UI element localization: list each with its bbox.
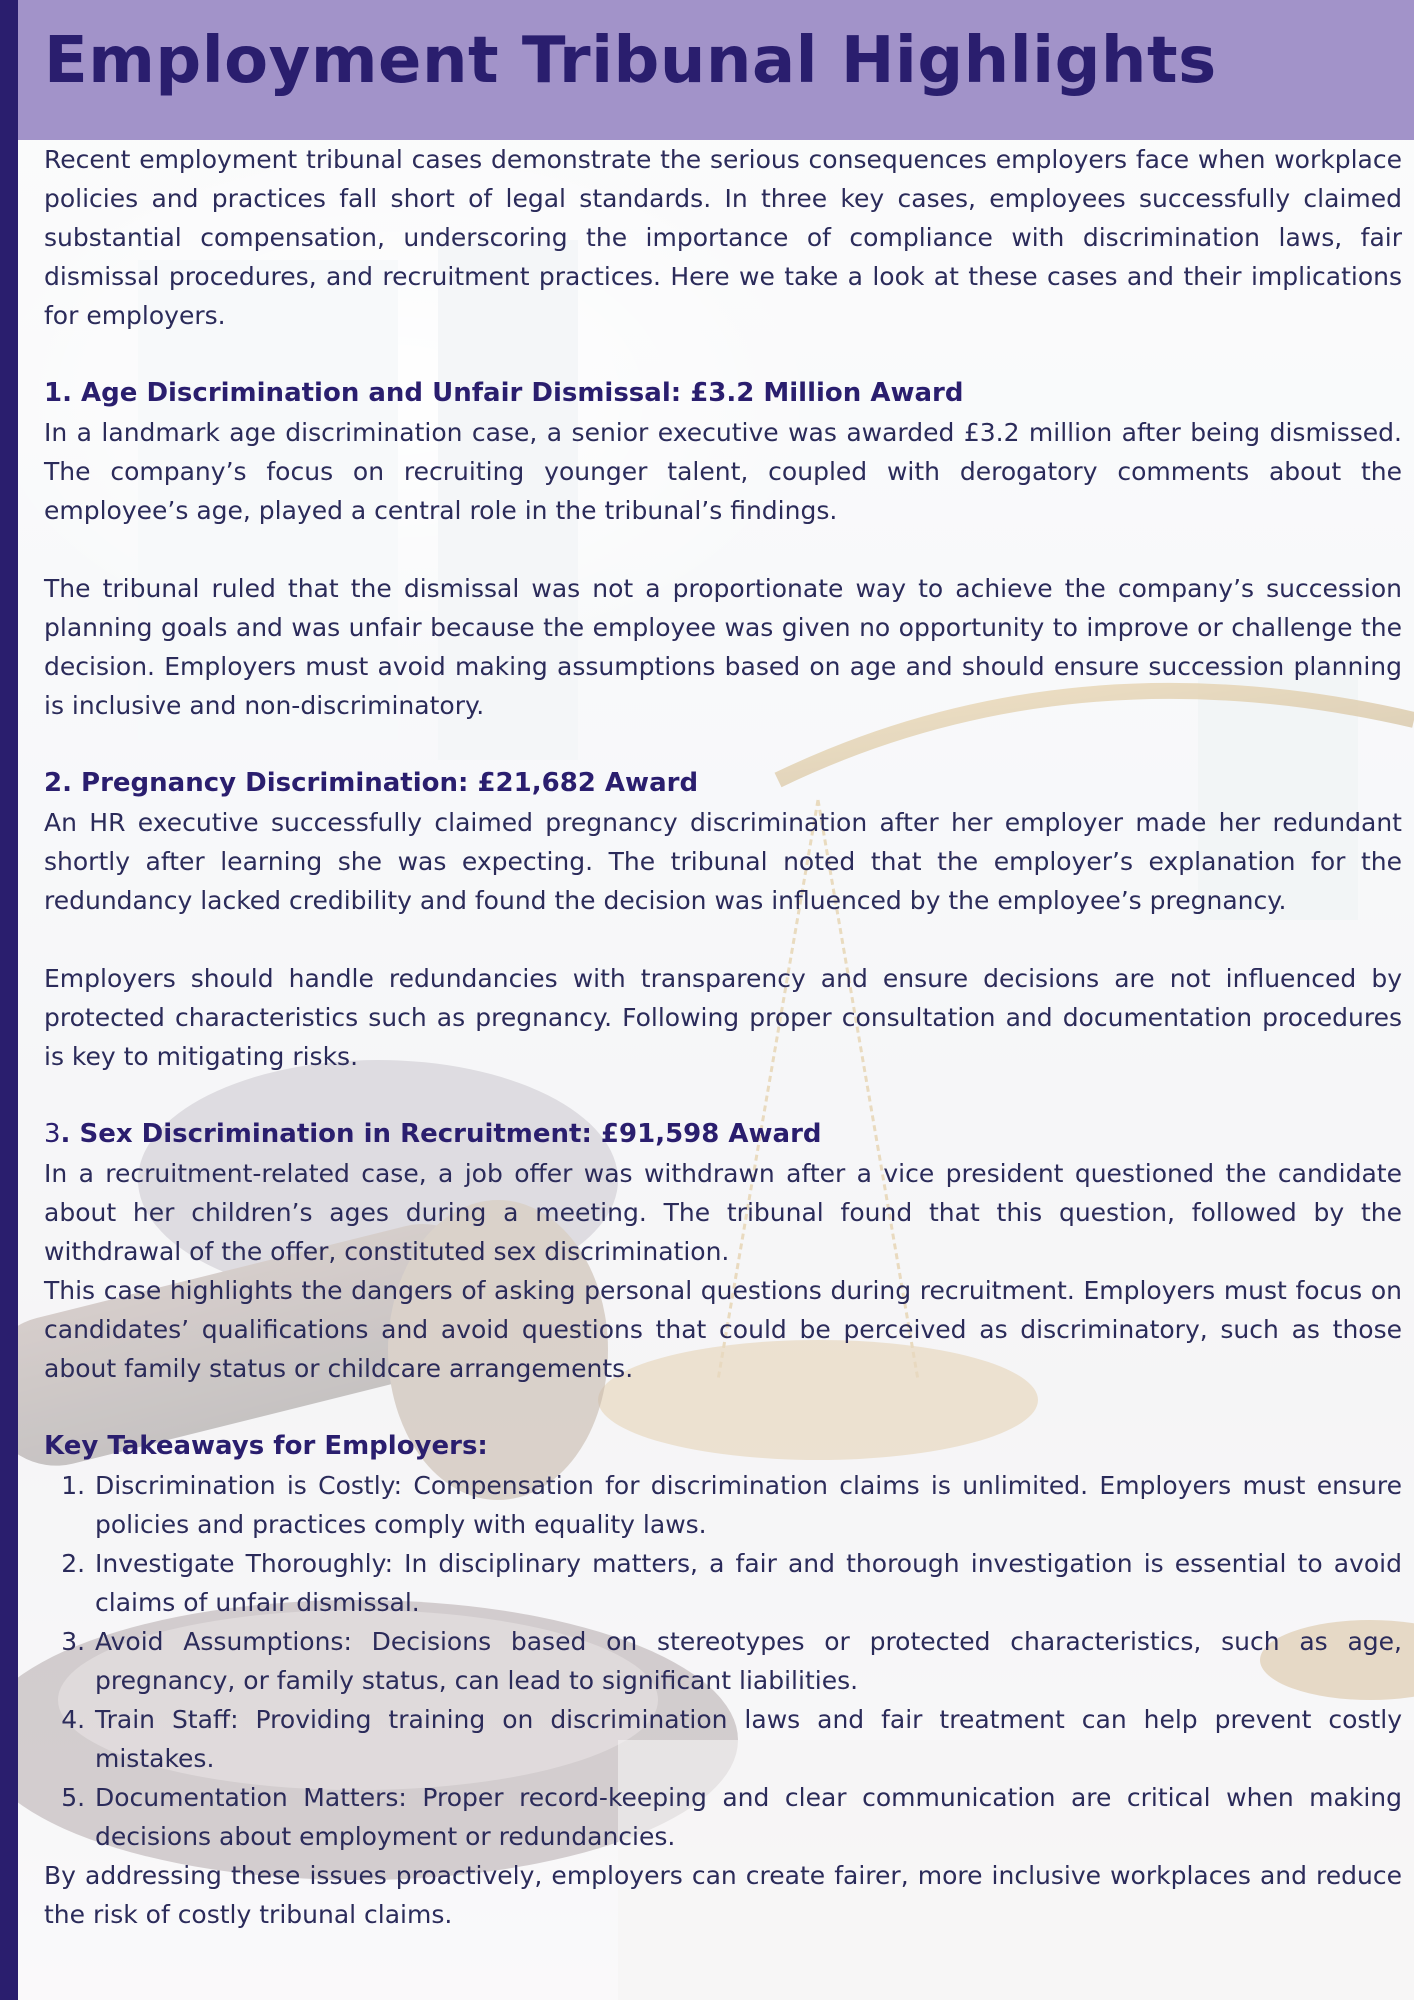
section-heading: 2. Pregnancy Discrimination: £21,682 Award [44,768,699,798]
section-heading: 1. Age Discrimination and Unfair Dismissal: £3.2 Million Award [44,378,964,408]
list-item: 1. Discrimination is Costly: Compensation for discrimination claims is unlimited. Employers must ensure policies and practices comply with equality laws. [93,1466,1402,1544]
closing-paragraph: By addressing these issues proactively, employers can create fairer, more inclusive workplaces and reduce the risk of costly tribunal claims. [44,1861,1402,1929]
list-item: 5. Documentation Matters: Proper record-keeping and clear communication are critical when making decisions about employment or redundancies. [93,1778,1402,1856]
header-banner [18,0,1414,140]
list-item: 2. Investigate Thoroughly: In disciplinary matters, a fair and thorough investigation is essential to avoid claims of unfair dismissal. [93,1544,1402,1622]
takeaways-heading: Key Takeaways for Employers: [44,1431,488,1461]
section-paragraph: This case highlights the dangers of asking personal questions during recruitment. Employers must focus on candidates’ qualifications and avoid questions that could be perceived as discriminatory, such as those about family status or childcare arrangements. [44,1276,1402,1383]
list-item: 4. Train Staff: Providing training on discrimination laws and fair treatment can help prevent costly mistakes. [93,1700,1402,1778]
page-title: Employment Tribunal Highlights [44,24,1217,98]
left-accent-bar [0,0,18,2000]
section-heading-number: 3 [44,1119,61,1149]
takeaways-list [44,1466,1402,1856]
section-heading-text: . Sex Discrimination in Recruitment: £91,598 Award [60,1119,822,1149]
section-heading [44,1115,1402,1154]
intro-paragraph: Recent employment tribunal cases demonstrate the serious consequences employers face when workplace policies and practices fall short of legal standards. In three key cases, employees successfully claimed substantial compensation, underscoring the importance of compliance with discrimination laws, fair dismissal procedures, and recruitment practices. Here we take a look at these cases and their implications for employers. [44,145,1402,330]
section-paragraph: Employers should handle redundancies with transparency and ensure decisions are not influenced by protected characteristics such as pregnancy. Following proper consultation and documentation procedures is key to mitigating risks. [44,964,1402,1071]
section-paragraph: In a landmark age discrimination case, a senior executive was awarded £3.2 million after being dismissed. The company’s focus on recruiting younger talent, coupled with derogatory comments about the employee’s age, played a central role in the tribunal’s findings. [44,418,1402,525]
article-body [44,140,1402,1934]
list-item: 3. Avoid Assumptions: Decisions based on stereotypes or protected characteristics, such as age, pregnancy, or family status, can lead to significant liabilities. [93,1622,1402,1700]
section-paragraph: The tribunal ruled that the dismissal was not a proportionate way to achieve the company’s succession planning goals and was unfair because the employee was given no opportunity to improve or challenge the decision. Employers must avoid making assumptions based on age and should ensure succession planning is inclusive and non-discriminatory. [44,574,1402,720]
section-paragraph: In a recruitment-related case, a job offer was withdrawn after a vice president questioned the candidate about her children’s ages during a meeting. The tribunal found that this question, followed by the withdrawal of the offer, constituted sex discrimination. [44,1159,1402,1266]
section-paragraph: An HR executive successfully claimed pregnancy discrimination after her employer made her redundant shortly after learning she was expecting. The tribunal noted that the employer’s explanation for the redundancy lacked credibility and found the decision was influenced by the employee’s pregnancy. [44,808,1402,915]
